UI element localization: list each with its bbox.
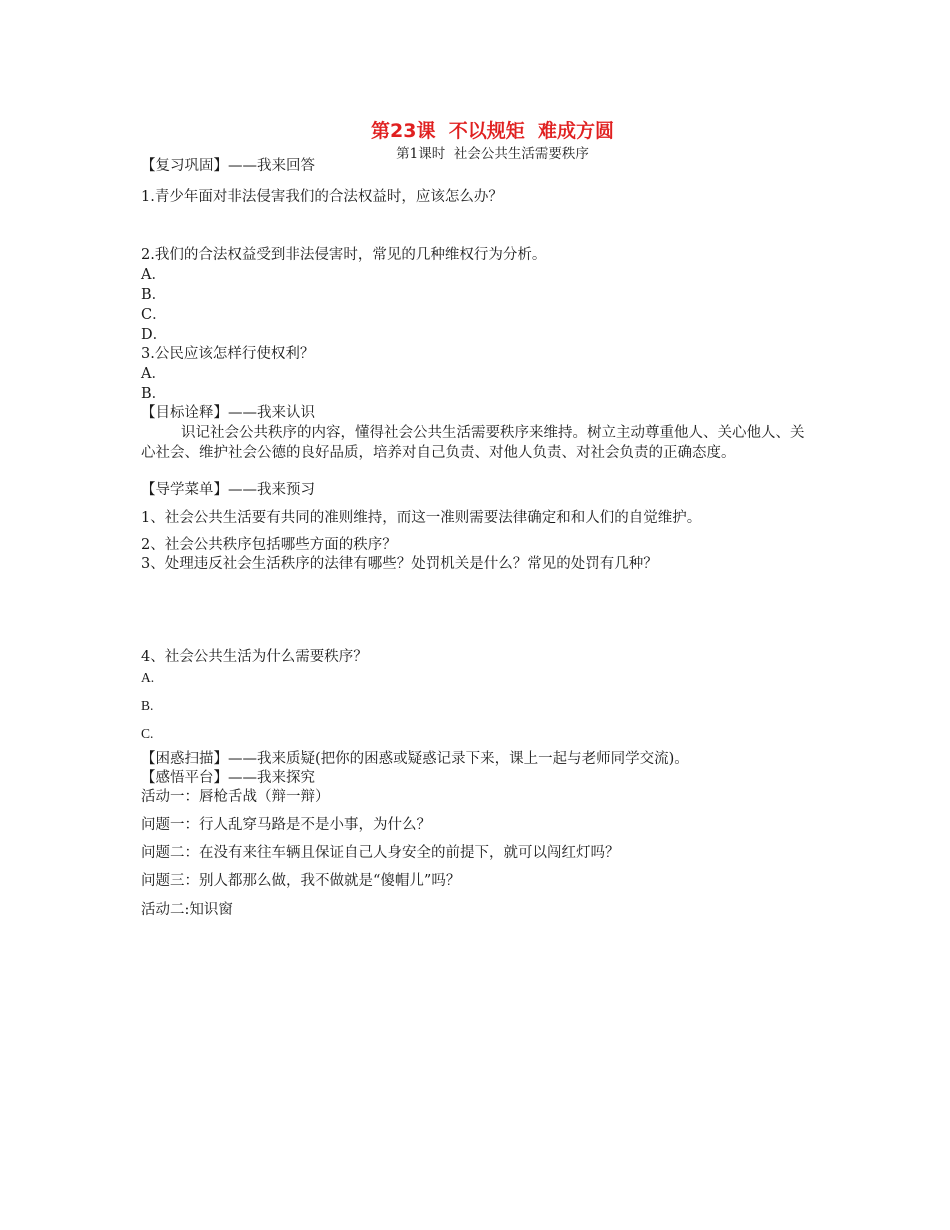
q4-option-a: A. bbox=[141, 670, 155, 685]
guide-item-4: 4、社会公共生活为什么需要秩序？ bbox=[141, 649, 368, 665]
goals-heading: 【目标诠释】——我来认识 bbox=[141, 405, 315, 421]
q3-option-a: A． bbox=[141, 366, 166, 382]
guide-item-1: 1、社会公共生活要有共同的准则维持，而这一准则需要法律确定和和人们的自觉维护。 bbox=[141, 510, 702, 526]
goals-text: 识记社会公共秩序的内容，懂得社会公共生活需要秩序来维持。树立主动尊重他人、关心他人、关心社会、维护社会公德的良好品质，培养对自己负责、对他人负责、对社会负责的正确态度。 bbox=[141, 425, 805, 461]
q4-option-b: B. bbox=[141, 698, 154, 713]
guide-item-2: 2、社会公共秩序包括哪些方面的秩序？ bbox=[141, 537, 397, 553]
guide-item-3: 3、处理违反社会生活秩序的法律有哪些？处罚机关是什么？常见的处罚有几种？ bbox=[141, 556, 658, 572]
q4-option-c: C. bbox=[141, 726, 154, 741]
q2-option-c: C． bbox=[141, 307, 167, 323]
q2-option-d: D． bbox=[141, 327, 168, 343]
lesson-subtitle: 第1课时 社会公共生活需要秩序 bbox=[396, 146, 589, 162]
insight-heading: 【感悟平台】——我来探究 bbox=[141, 770, 315, 786]
review-question-3: 3.公民应该怎样行使权利？ bbox=[141, 346, 315, 362]
question-1: 问题一：行人乱穿马路是不是小事，为什么？ bbox=[141, 817, 431, 833]
review-question-1: 1.青少年面对非法侵害我们的合法权益时，应该怎么办？ bbox=[141, 189, 503, 205]
activity-2: 活动二:知识窗 bbox=[141, 902, 233, 918]
activity-1: 活动一：唇枪舌战（辩一辩） bbox=[141, 789, 330, 805]
guide-heading: 【导学菜单】——我来预习 bbox=[141, 482, 315, 498]
question-3: 问题三：别人都那么做，我不做就是“傻帽儿”吗？ bbox=[141, 873, 461, 889]
review-heading: 【复习巩固】——我来回答 bbox=[141, 158, 315, 174]
q3-option-b: B． bbox=[141, 386, 167, 402]
doubts-heading: 【困惑扫描】——我来质疑(把你的困惑或疑惑记录下来，课上一起与老师同学交流)。 bbox=[141, 751, 689, 767]
q2-option-a: A． bbox=[141, 267, 166, 283]
lesson-title: 第23课 不以规矩 难成方圆 bbox=[371, 120, 614, 142]
question-2: 问题二：在没有来往车辆且保证自己人身安全的前提下，就可以闯红灯吗？ bbox=[141, 845, 620, 861]
review-question-2: 2.我们的合法权益受到非法侵害时，常见的几种维权行为分析。 bbox=[141, 247, 547, 263]
q2-option-b: B． bbox=[141, 287, 167, 303]
